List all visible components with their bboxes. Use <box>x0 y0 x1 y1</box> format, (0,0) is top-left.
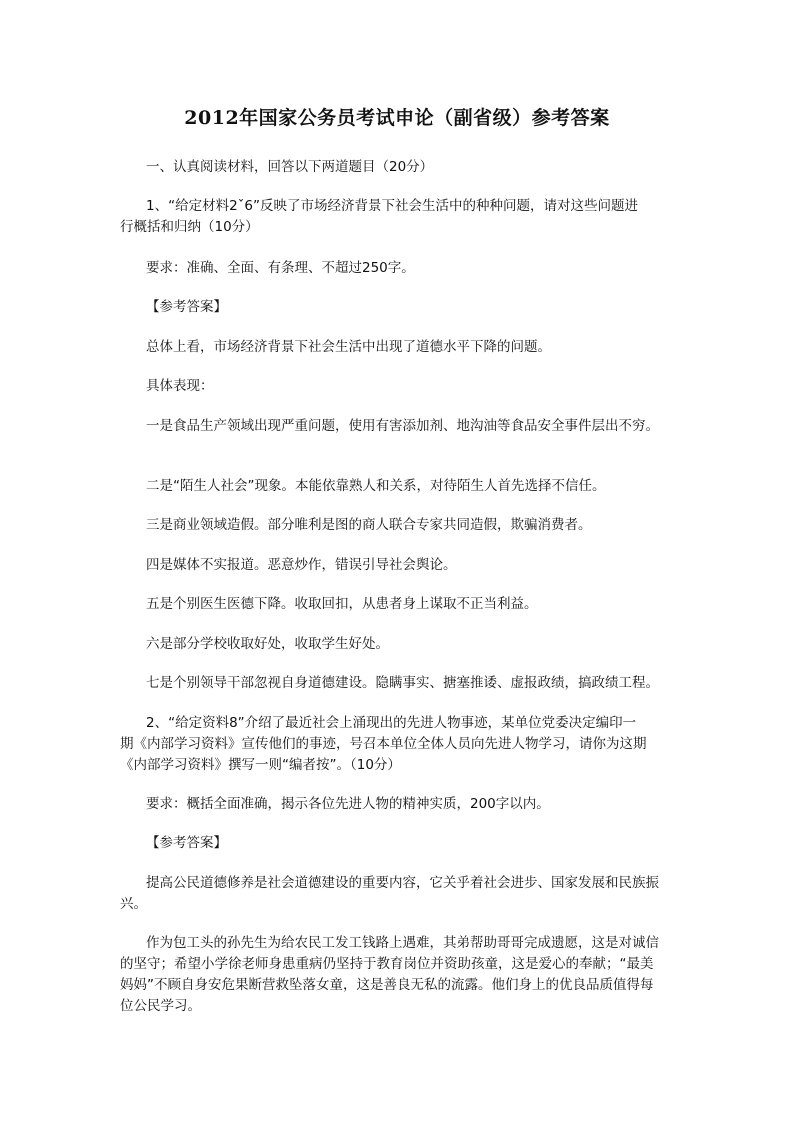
answer-2-paragraph-2: 作为包工头的孙先生为给农民工发工钱路上遇难，其弟帮助哥哥完成遗愿，这是对诚信 <box>146 935 659 951</box>
question-2-text-cont-1: 期《内部学习资料》宣传他们的事迹，号召本单位全体人员向先进人物学习，请你为这期 <box>120 736 647 752</box>
question-2-requirement: 要求：概括全面准确，揭示各位先进人物的精神实质，200字以内。 <box>146 796 550 812</box>
answer-2-paragraph-2-cont-2: 妈妈”不顾自身安危果断营救坠落女童，这是善良无私的流露。他们身上的优良品质值得每 <box>120 977 654 993</box>
answer-label-2: 【参考答案】 <box>146 835 227 851</box>
question-1-requirement: 要求：准确、全面、有条理、不超过250字。 <box>146 260 415 276</box>
answer-2-paragraph-2-cont-3: 位公民学习。 <box>120 998 201 1014</box>
answer-2-paragraph-2-cont-1: 的坚守；希望小学徐老师身患重病仍坚持于教育岗位并资助孩童，这是爱心的奉献；“最美 <box>120 956 654 972</box>
answer-1-point-6: 六是部分学校收取好处，收取学生好处。 <box>146 636 389 652</box>
answer-1-point-7: 七是个别领导干部忽视自身道德建设。隐瞒事实、搪塞推诿、虚报政绩，搞政绩工程。 <box>146 675 659 691</box>
answer-label-1: 【参考答案】 <box>146 299 227 315</box>
answer-1-point-2: 二是“陌生人社会”现象。本能依靠熟人和关系，对待陌生人首先选择不信任。 <box>146 478 606 494</box>
answer-2-paragraph-1: 提高公民道德修养是社会道德建设的重要内容，它关乎着社会进步、国家发展和民族振 <box>146 875 659 891</box>
answer-1-summary: 总体上看，市场经济背景下社会生活中出现了道德水平下降的问题。 <box>146 339 551 355</box>
answer-1-details-heading: 具体表现： <box>146 378 214 394</box>
answer-1-point-4: 四是媒体不实报道。恶意炒作，错误引导社会舆论。 <box>146 557 457 573</box>
answer-1-point-1: 一是食品生产领域出现严重问题，使用有害添加剂、地沟油等食品安全事件层出不穷。 <box>146 418 659 434</box>
answer-1-point-3: 三是商业领域造假。部分唯利是图的商人联合专家共同造假，欺骗消费者。 <box>146 517 592 533</box>
question-2-text-cont-2: 《内部学习资料》撰写一则“编者按”。（10分） <box>120 757 401 773</box>
question-1-text: 1、“给定材料2ˇ6”反映了市场经济背景下社会生活中的种种问题，请对这些问题进 <box>146 198 639 214</box>
question-2-text: 2、“给定资料8”介绍了最近社会上涌现出的先进人物事迹，某单位党委决定编印一 <box>146 715 637 731</box>
document-title: 2012年国家公务员考试申论（副省级）参考答案 <box>184 107 610 129</box>
answer-1-point-5: 五是个别医生医德下降。收取回扣，从患者身上谋取不正当利益。 <box>146 596 538 612</box>
section-heading: 一、认真阅读材料，回答以下两道题目（20分） <box>146 159 434 175</box>
question-1-text-cont: 行概括和归纳（10分） <box>120 219 259 235</box>
answer-2-paragraph-1-cont: 兴。 <box>120 896 147 912</box>
